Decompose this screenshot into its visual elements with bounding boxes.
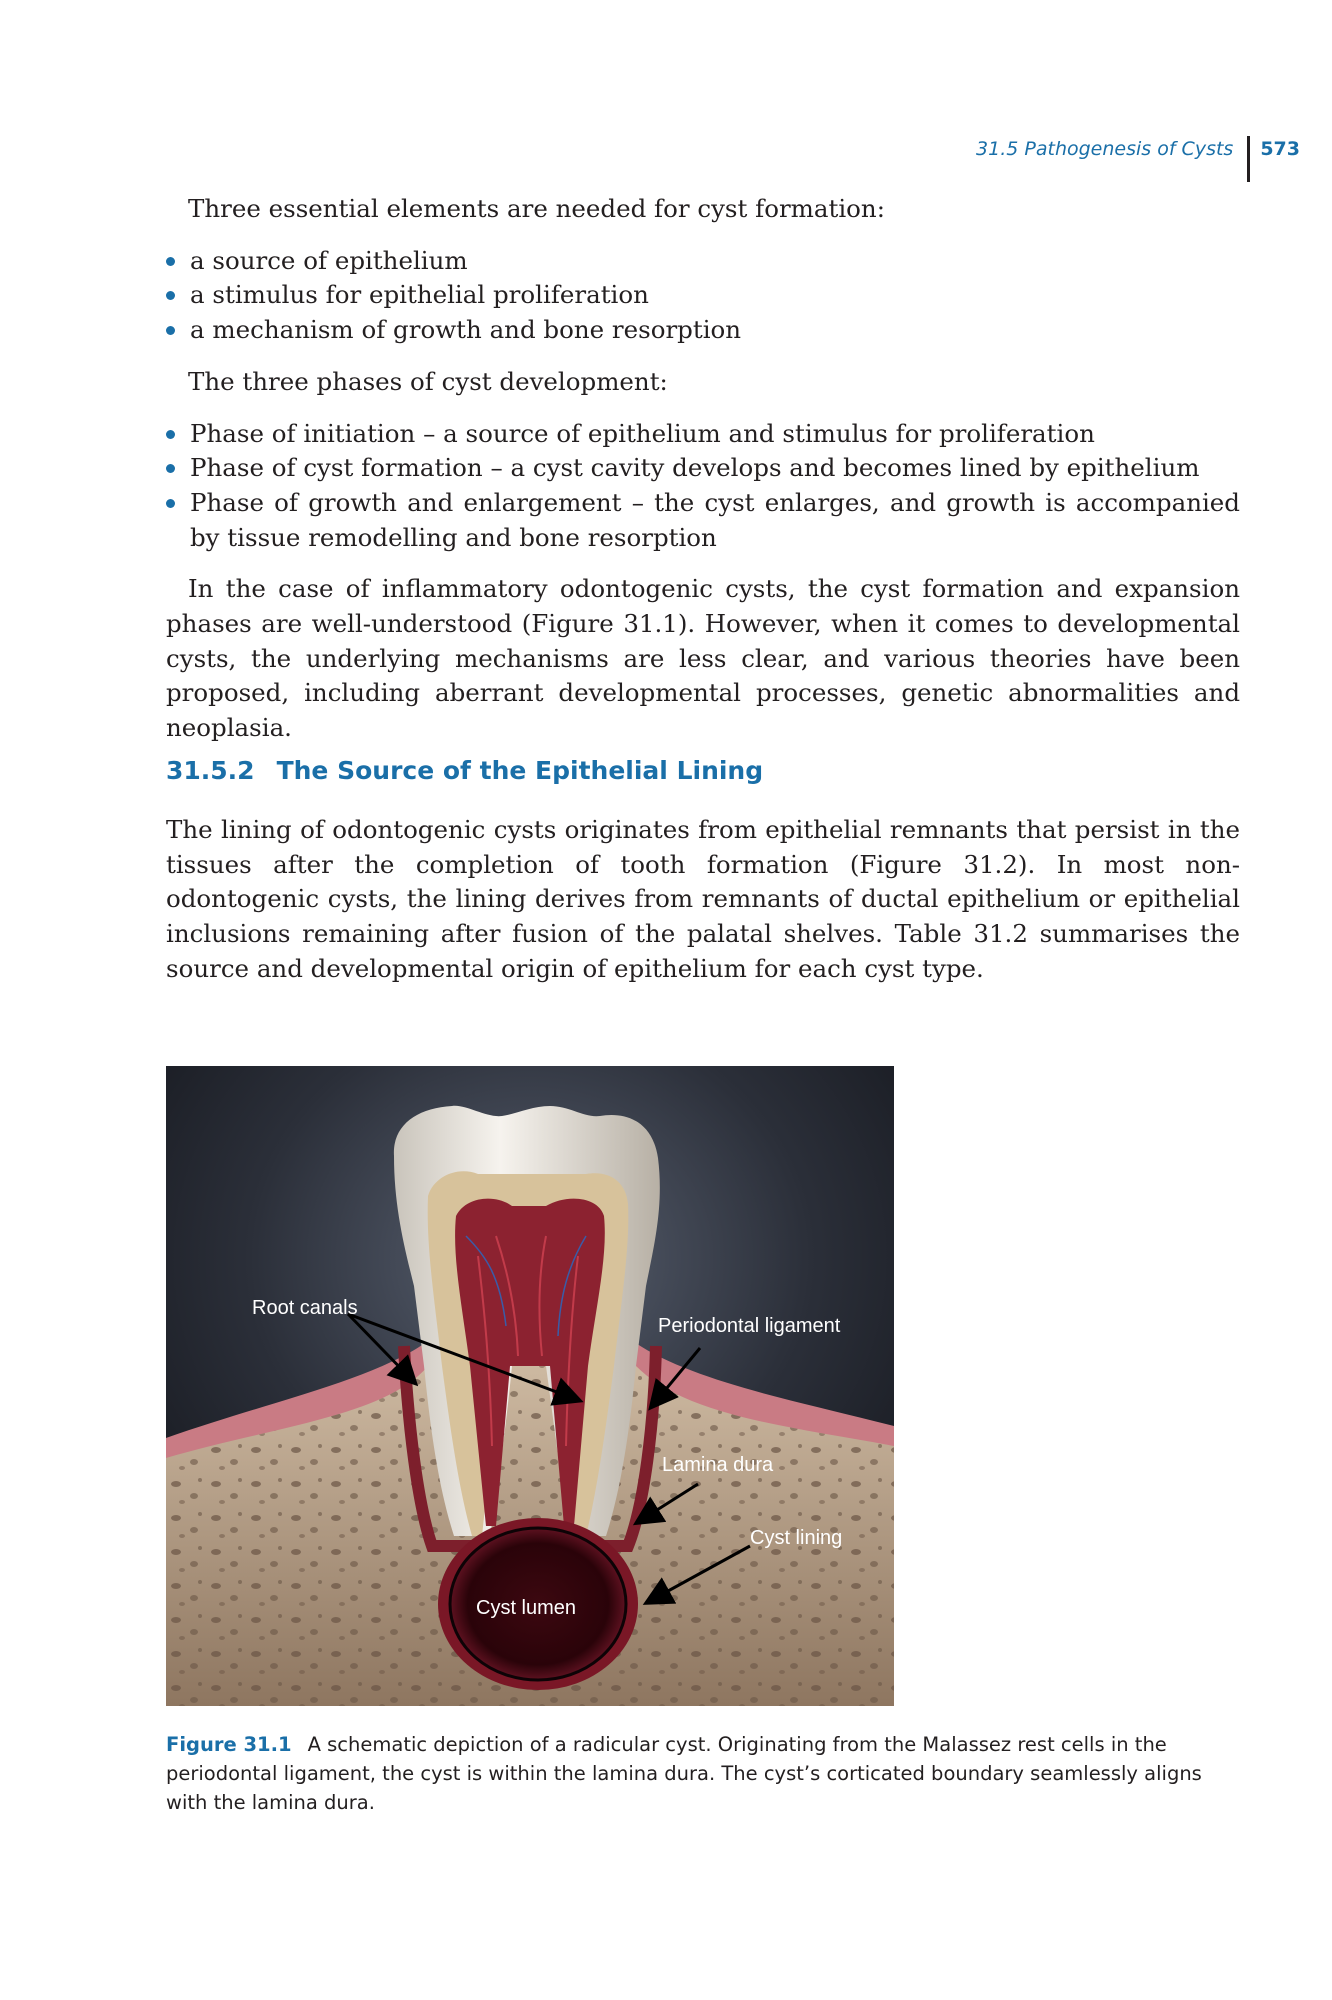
list-item: Phase of cyst formation – a cyst cavity develops and becomes lined by epithelium [166,451,1240,486]
bullet-icon [166,499,175,508]
running-head [976,136,1300,182]
bullet-icon [166,326,175,335]
caption-text: A schematic depiction of a radicular cyst. Originating from the Malassez rest cells in the periodontal ligament, the cyst is within the lamina dura. The cyst’s corticated boundary seamlessly aligns with the lamina dura. [166,1733,1202,1814]
list-item: a source of epithelium [166,244,1240,279]
elements-list [166,244,1240,348]
bullet-icon [166,430,175,439]
list-item: Phase of initiation – a source of epithelium and stimulus for proliferation [166,417,1240,452]
bullet-icon [166,464,175,473]
label-periodontal-ligament: Periodontal ligament [658,1315,841,1337]
section-heading [166,756,763,785]
running-head-rule [1247,136,1250,182]
cyst-formation-block [166,192,1240,746]
intro-elements: Three essential elements are needed for cyst formation: [188,194,885,223]
list-item: Phase of growth and enlargement – the cyst enlarges, and growth is accompanied by tissue remodelling and bone resorption [166,486,1240,555]
lining-block [166,813,1240,987]
section-number: 31.5.2 [166,756,255,785]
label-cyst-lumen: Cyst lumen [476,1597,577,1619]
section-title: The Source of the Epithelial Lining [276,756,764,785]
label-cyst-lining: Cyst lining [750,1527,843,1549]
list-item: a mechanism of growth and bone resorption [166,313,1240,348]
label-root-canals: Root canals [252,1297,358,1319]
list-item: a stimulus for epithelial proliferation [166,278,1240,313]
paragraph-lining: The lining of odontogenic cysts originates from epithelial remnants that persist in the tissues after the completion of tooth formation (Figure 31.2). In most non-odontogenic cysts, the lining derives from remnants of ductal epithelium or epithelial inclusions remaining after fusion of the palatal shelves. Table 31.2 summarises the source and developmental origin of epithelium for each cyst type. [166,815,1240,983]
paragraph-inflammatory: In the case of inflammatory odontogenic cysts, the cyst formation and expansion phases are well-understood (Figure 31.1). However, when it comes to developmental cysts, the underlying mechanisms are less clear, and various theories have been proposed, including aberrant developmental processes, genetic abnormalities and neoplasia. [166,574,1240,743]
bullet-icon [166,291,175,300]
figure-radicular-cyst [166,1066,894,1706]
intro-phases: The three phases of cyst development: [188,366,668,396]
bullet-icon [166,257,175,266]
page-number: 573 [1260,138,1300,160]
phases-list [166,417,1240,556]
label-lamina-dura: Lamina dura [662,1454,774,1476]
tooth-illustration [166,1066,894,1706]
caption-number: Figure 31.1 [166,1733,292,1756]
figure-caption [166,1730,1246,1817]
running-head-section: 31.5 Pathogenesis of Cysts [976,138,1234,160]
